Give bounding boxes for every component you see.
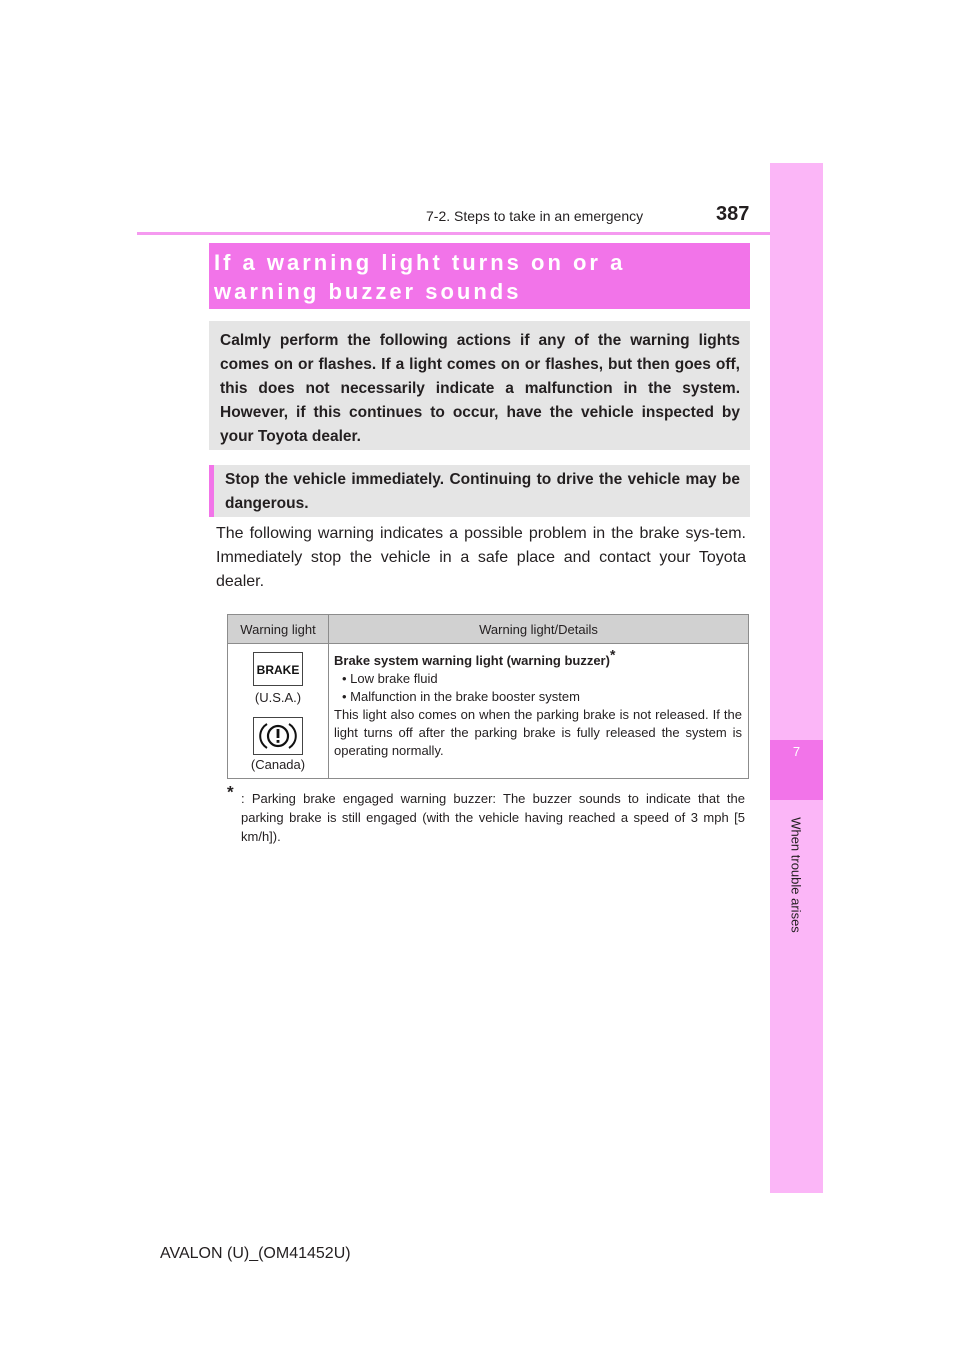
table-header-details: Warning light/Details: [329, 615, 748, 644]
footnote: [227, 782, 745, 846]
details-title-mark: *: [609, 646, 616, 663]
table-header-warning-light: Warning light: [228, 615, 329, 644]
section-title-box: [209, 243, 750, 309]
footnote-mark: [227, 782, 234, 808]
body-paragraph: The following warning indicates a possible problem in the brake sys-tem. Immediately stop the vehicle in a safe place and contact your Toyota dealer.: [216, 525, 746, 590]
page-number: 387: [716, 203, 750, 225]
footer-code: AVALON (U)_(OM41452U): [160, 1245, 351, 1262]
chapter-side-tab: [770, 163, 823, 1193]
section-header: 7-2. Steps to take in an emergency: [426, 208, 644, 224]
details-bullet-1: • Low brake fluid: [342, 671, 438, 686]
caption-usa: (U.S.A.): [254, 690, 302, 705]
chapter-number: 7: [792, 744, 801, 759]
stop-notice-bar: [209, 465, 214, 517]
details-bullet-2: • Malfunction in the brake booster system: [342, 689, 580, 704]
chapter-label: When trouble arises: [788, 817, 804, 933]
footnote-text: : Parking brake engaged warning buzzer: The buzzer sounds to indicate that the parking brake is still engaged (with the vehicle having reached a speed of 3 mph [5 km/h]).: [241, 791, 745, 844]
warning-light-table: [227, 614, 749, 779]
details-title-text: Brake system warning light (warning buzzer): [334, 653, 610, 668]
brake-icon-text: BRAKE: [256, 663, 300, 677]
footnote-asterisk: *: [227, 782, 234, 802]
circle-exclamation-icon: [253, 717, 303, 755]
intro-text: Calmly perform the following actions if any of the warning lights comes on or flashes. If a light comes on or flashes, but then goes off, this does not necessarily indicate a malfunction in the system. However, if this continues to occur, have the vehicle inspected by your Toyota dealer.: [220, 332, 740, 445]
intro-box: [209, 321, 750, 450]
details-paragraph: This light also comes on when the parking brake is not released. If the light turns off after the parking brake is fully released the system is operating normally.: [334, 707, 742, 758]
warning-details: [334, 646, 742, 760]
table-column-divider: [328, 644, 329, 778]
details-title: [334, 646, 742, 670]
stop-notice-box: [209, 465, 750, 517]
caption-canada: (Canada): [250, 757, 306, 772]
header-rule: [137, 232, 823, 235]
brake-warning-icon: [253, 652, 303, 686]
stop-notice-text: Stop the vehicle immediately. Continuing to drive the vehicle may be dangerous.: [225, 471, 740, 512]
section-title: If a warning light turns on or a warning buzzer sounds: [214, 250, 626, 304]
